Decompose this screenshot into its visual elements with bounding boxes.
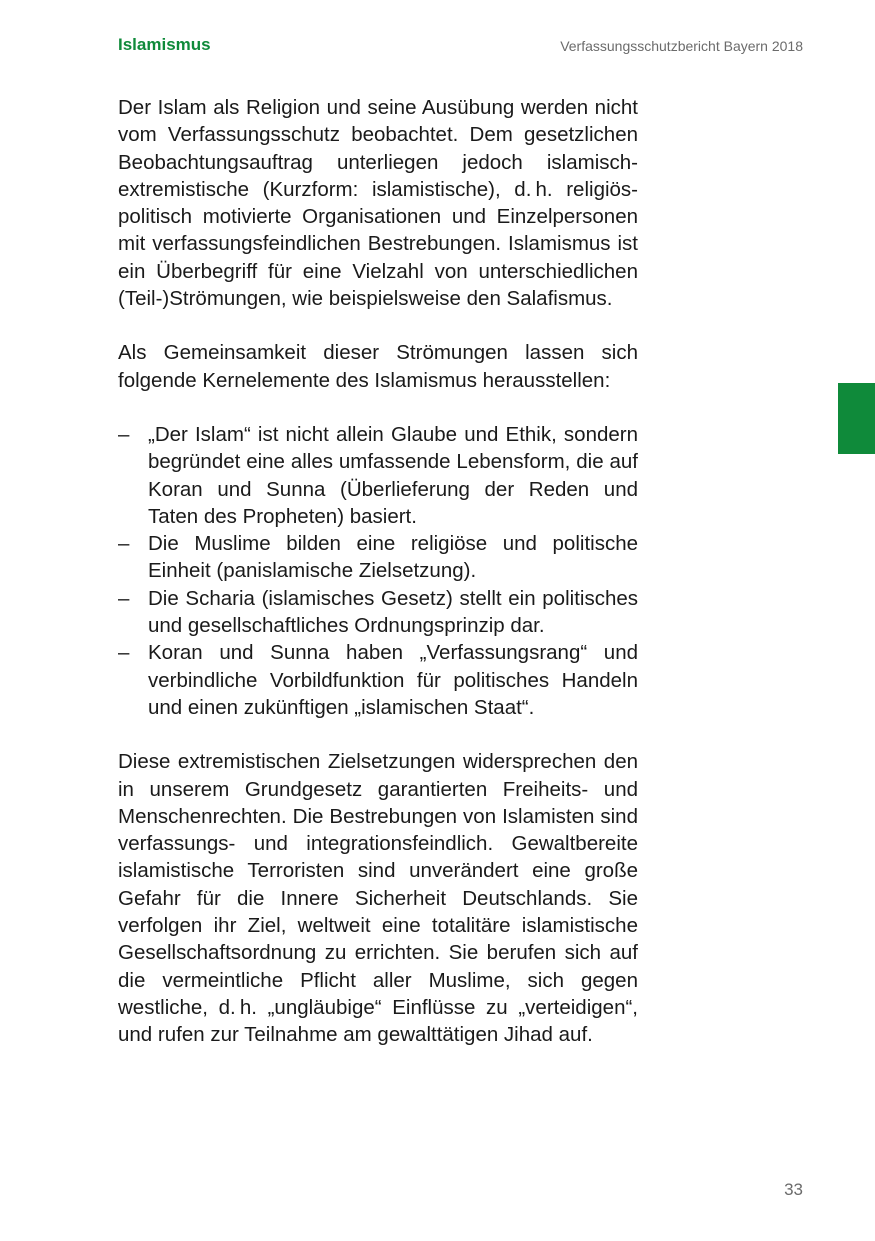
paragraph-intro: Der Islam als Religion und seine Ausübung werden nicht vom Verfassungsschutz beobachtet. Dem gesetzlichen Beobachtungsauftrag unterliegen jedoch islamisch-extremistische (Kurzform: islamistische), d. h. religiös-politisch motivierte Organisationen und Einzelpersonen mit verfassungsfeindlichen Bestrebungen. Islamismus ist ein Überbegriff für eine Vielzahl von unterschiedlichen (Teil-)Strömungen, wie beispielsweise den Salafismus. bbox=[118, 96, 638, 311]
paragraph-conclusion: Diese extremistischen Zielsetzungen widersprechen den in unserem Grundgesetz garantierten Freiheits- und Menschenrechten. Die Bestrebungen von Islamisten sind verfassungs- und integrationsfeindlich. Gewaltbereite islamistische Terroristen sind unverändert eine große Gefahr für die Innere Sicherheit Deutschlands. Sie verfolgen ihr Ziel, weltweit eine totalitäre islamistische Gesellschaftsordnung zu errichten. Sie berufen sich auf die vermeintliche Pflicht aller Muslime, sich gegen westliche, d. h. „ungläubige“ Einflüsse zu „verteidigen“, und rufen zur Teilnahme am gewalttätigen Jihad auf. bbox=[118, 750, 638, 1047]
core-elements-list bbox=[118, 421, 638, 721]
list-item-text: Koran und Sunna haben „Verfassungsrang“ und verbindliche Vorbildfunktion für politisches Handeln und einen zukünftigen „islamischen Staat“. bbox=[148, 641, 638, 719]
body-text bbox=[118, 94, 638, 1049]
list-item bbox=[118, 585, 638, 640]
page-number: 33 bbox=[784, 1180, 803, 1199]
bullet-dash: – bbox=[118, 422, 130, 446]
report-title: Verfassungsschutzbericht Bayern 2018 bbox=[560, 38, 803, 54]
list-item-text: Die Scharia (islamisches Gesetz) stellt ein politisches und gesellschaftliches Ordnungsprinzip dar. bbox=[148, 586, 638, 638]
bullet-dash: – bbox=[118, 641, 130, 665]
chapter-tab-marker bbox=[838, 383, 875, 454]
bullet-dash: – bbox=[118, 586, 130, 610]
paragraph-core-elements: Als Gemeinsamkeit dieser Strömungen lassen sich folgende Kernelemente des Islamismus herausstellen: bbox=[118, 341, 638, 392]
bullet-dash: – bbox=[118, 532, 130, 556]
list-item bbox=[118, 421, 638, 530]
list-item bbox=[118, 530, 638, 585]
section-title: Islamismus bbox=[118, 35, 211, 54]
list-item bbox=[118, 639, 638, 721]
list-item-text: „Der Islam“ ist nicht allein Glaube und Ethik, sondern begründet eine alles umfassende Lebensform, die auf Koran und Sunna (Überlieferung der Reden und Taten des Propheten) basiert. bbox=[148, 422, 638, 528]
list-item-text: Die Muslime bilden eine religiöse und politische Einheit (panislamische Zielsetzung). bbox=[148, 532, 638, 583]
